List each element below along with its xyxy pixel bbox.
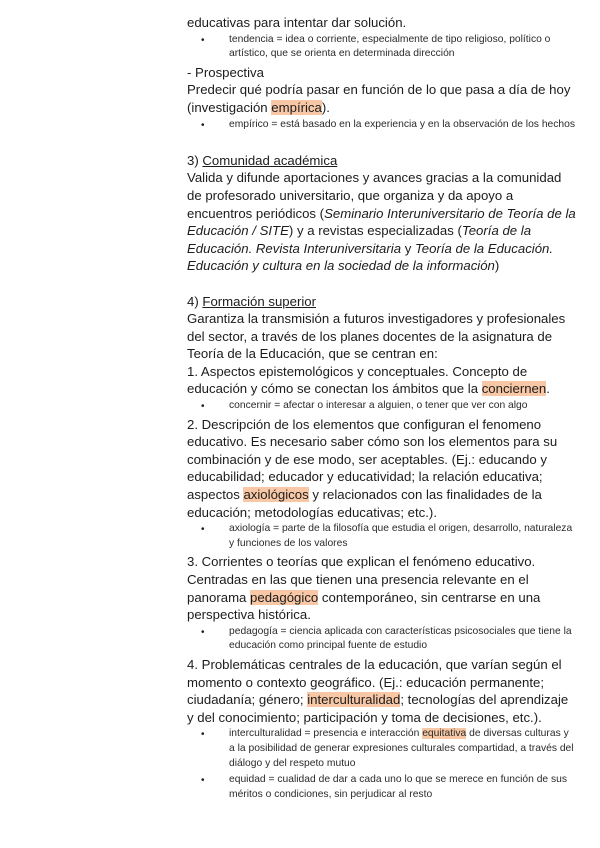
item-1: 1. Aspectos epistemológicos y conceptuales. Concepto de educación y cómo se conectan los ámbitos que la conciernen.	[187, 363, 550, 397]
definition-concernir	[187, 399, 577, 414]
bullet-icon: •	[201, 729, 205, 741]
item-2: 2. Descripción de los elementos que configuran el fenomeno educativo. Es necesario saber cómo son los elementos para su combinación y de ese modo, ser aceptables. (Ej.: educando y educabilidad; educador y educatividad; la relación educativa; aspectos axiológicos y relacionados con las finalidades de la educación; metodologías educativas; etc.).	[187, 416, 558, 520]
definition-text: empírico = está basado en la experiencia y en la observación de los hechos	[229, 118, 576, 130]
bullet-icon: •	[201, 401, 205, 413]
continuation-line: educativas para intentar dar solución.	[187, 15, 407, 30]
italic-teoria: Teoría de la Educación. Educación y cultura en la sociedad de la información	[187, 240, 554, 274]
bullet-list	[187, 118, 577, 133]
bullet-icon: •	[201, 775, 205, 787]
italic-revista: Teoría de la Educación. Revista Interuniversitaria	[187, 223, 532, 256]
highlight-equitativa: equitativa	[422, 728, 467, 740]
highlight-empirica: empírica	[271, 99, 322, 115]
bullet-list	[187, 522, 577, 551]
bullet-icon: •	[201, 626, 205, 638]
definition-axiologia	[187, 522, 577, 551]
italic-site: Seminario Interuniversitario de Teoría de la Educación / SITE	[187, 205, 576, 239]
bullet-icon: •	[201, 34, 205, 46]
definition-text: axiología = parte de la filosofía que estudia el origen, desarrollo, naturaleza y funciones de los valores	[229, 523, 573, 549]
highlight-axiologicos: axiológicos	[243, 487, 309, 503]
document-page	[187, 14, 577, 804]
definition-pedagogia	[187, 625, 577, 654]
item-4: 4. Problemáticas centrales de la educación, que varían según el momento o contexto geográfico. (Ej.: educación permanente; ciudadanía; género; interculturalidad; tecnologías del aprendizaje y del conocimiento; participación y toma de decisiones, etc.).	[187, 656, 569, 725]
item-3: 3. Corrientes o teorías que explican el fenómeno educativo. Centradas en las que tienen una presencia relevante en el panorama pedagógico contemporáneo, sin centrarse en una perspectiva histórica.	[187, 554, 541, 623]
bullet-list	[187, 33, 577, 62]
bullet-icon: •	[201, 119, 205, 131]
definition-text: pedagogía = ciencia aplicada con características psicosociales que tiene la educación como principal fuente de estudio	[229, 625, 572, 652]
bullet-list	[187, 399, 577, 414]
definition-tendencia	[187, 33, 577, 62]
section-4-intro: Garantiza la transmisión a futuros investigadores y profesionales del sector, a través de los planes docentes de la asignatura de Teoría de la Educación, que se centran en:	[187, 311, 566, 362]
definition-equidad	[187, 773, 577, 802]
bullet-icon: •	[201, 524, 205, 536]
highlight-pedagogico: pedagógico	[250, 589, 319, 605]
bullet-list	[187, 625, 577, 654]
highlight-interculturalidad: interculturalidad	[307, 692, 401, 708]
section-4-title: Formación superior	[202, 293, 316, 309]
bullet-list	[187, 727, 577, 802]
section-3-heading: 3) Comunidad académica	[187, 152, 338, 168]
definition-interculturalidad: • interculturalidad = presencia e interacción equitativa de diversas culturas y a la posibilidad de generar expresiones culturales compartidad, a través del diálogo y del respeto mutuo	[201, 728, 574, 769]
definition-text: concernir = afectar o interesar a alguien, o tener que ver con algo	[229, 400, 528, 412]
section-3-paragraph: Valida y difunde aportaciones y avances gracias a la comunidad de profesorado universitario, que organiza y da apoyo a encuentros periódicos (Seminario Interuniversitario de Teoría de la Educación / SITE) y a revistas especializadas (Teoría de la Educación. Revista Interuniversitaria y Teoría de la Educación. Educación y cultura en la sociedad de la información)	[187, 170, 576, 274]
definition-empirico	[187, 118, 577, 133]
definition-text: tendencia = idea o corriente, especialmente de tipo religioso, político o artístico, que se orienta en determinada dirección	[229, 33, 551, 60]
prospectiva-heading: - Prospectiva	[187, 64, 264, 80]
highlight-conciernen: conciernen	[481, 381, 547, 397]
prospectiva-paragraph: Predecir qué podría pasar en función de lo que pasa a día de hoy (investigación empírica).	[187, 82, 571, 115]
section-3-title: Comunidad académica	[202, 152, 338, 168]
section-4-heading: 4) Formación superior	[187, 293, 316, 309]
definition-text: equidad = cualidad de dar a cada uno lo que se merece en función de sus méritos o condiciones, sin perjudicar al resto	[229, 774, 568, 800]
